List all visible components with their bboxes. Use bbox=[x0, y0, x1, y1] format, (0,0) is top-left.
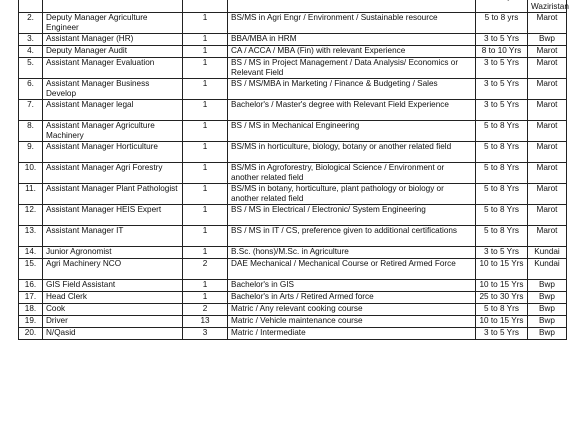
experience-cell: 3 to 5 Yrs bbox=[476, 100, 528, 121]
post-count-cell: 1 bbox=[183, 34, 228, 46]
table-row bbox=[19, 247, 567, 259]
location-cell: Bwp bbox=[528, 292, 567, 304]
post-name-cell: Assistant Manager Agriculture Machinery bbox=[43, 121, 183, 142]
post-count-cell: 1 bbox=[183, 46, 228, 58]
location-cell: Bwp bbox=[528, 304, 567, 316]
qualification-cell: BS / MS in Mechanical Engineering bbox=[228, 121, 476, 142]
experience-cell: 5 to 8 Yrs bbox=[476, 226, 528, 247]
post-name-cell: Assistant Manager Horticulture bbox=[43, 142, 183, 163]
qualification-cell: Matric / Vehicle maintenance course bbox=[228, 316, 476, 328]
qualification-cell: BS/MS in Agroforestry, Biological Science / Environment or another related field bbox=[228, 163, 476, 184]
location-cell: Bwp bbox=[528, 34, 567, 46]
location-cell: Marot bbox=[528, 46, 567, 58]
experience-cell: 3 to 5 Yrs bbox=[476, 328, 528, 340]
qualification-cell: CA / ACCA / MBA (Fin) with relevant Experience bbox=[228, 46, 476, 58]
serial-number-cell: 10. bbox=[19, 163, 43, 184]
experience-cell: 8 to 10 Yrs bbox=[476, 46, 528, 58]
qualification-cell: Bachelor's in Arts / Retired Armed force bbox=[228, 292, 476, 304]
post-name-cell: Assistant Manager IT bbox=[43, 226, 183, 247]
location-cell: Marot bbox=[528, 13, 567, 34]
location-cell: Marot bbox=[528, 163, 567, 184]
post-name-cell: GIS Field Assistant bbox=[43, 280, 183, 292]
table-row bbox=[19, 0, 567, 13]
qualification-cell: BS / MS/MBA in Marketing / Finance & Budgeting / Sales bbox=[228, 79, 476, 100]
post-name-cell: Deputy Manager Agriculture Engineer bbox=[43, 13, 183, 34]
serial-number-cell: 3. bbox=[19, 34, 43, 46]
qualification-cell: B.Sc. (hons)/M.Sc. in Agriculture bbox=[228, 247, 476, 259]
post-name-cell: Agri Machinery NCO bbox=[43, 259, 183, 280]
serial-number-cell: 9. bbox=[19, 142, 43, 163]
location-cell: Marot bbox=[528, 58, 567, 79]
post-name-cell: Assistant Manager Plant Pathologist bbox=[43, 184, 183, 205]
experience-cell: 3 to 5 Yrs bbox=[476, 58, 528, 79]
location-cell: Kundai bbox=[528, 259, 567, 280]
table-row bbox=[19, 79, 567, 100]
post-name-cell bbox=[43, 0, 183, 13]
post-name-cell: Assistant Manager Agri Forestry bbox=[43, 163, 183, 184]
qualification-cell: Matric / Intermediate bbox=[228, 328, 476, 340]
post-name-cell: Junior Agronomist bbox=[43, 247, 183, 259]
serial-number-cell: 8. bbox=[19, 121, 43, 142]
table-row bbox=[19, 226, 567, 247]
jobs-table bbox=[18, 0, 567, 340]
experience-cell: 5 to 8 Yrs bbox=[476, 163, 528, 184]
serial-number-cell: 16. bbox=[19, 280, 43, 292]
post-name-cell: Assistant Manager Evaluation bbox=[43, 58, 183, 79]
post-count-cell: 3 bbox=[183, 328, 228, 340]
jobs-table-body bbox=[19, 0, 567, 340]
experience-cell: 10 to 15 Yrs bbox=[476, 316, 528, 328]
jobs-table-container bbox=[18, 0, 569, 340]
serial-number-cell: 12. bbox=[19, 205, 43, 226]
post-name-cell: Head Clerk bbox=[43, 292, 183, 304]
qualification-cell: BS / MS in Electrical / Electronic/ System Engineering bbox=[228, 205, 476, 226]
location-cell: Marot bbox=[528, 79, 567, 100]
serial-number-cell: 14. bbox=[19, 247, 43, 259]
experience-cell: 5 to 8 Yrs bbox=[476, 121, 528, 142]
table-row bbox=[19, 328, 567, 340]
post-name-cell: Deputy Manager Audit bbox=[43, 46, 183, 58]
qualification-cell: Bachelor's in GIS bbox=[228, 280, 476, 292]
table-row bbox=[19, 292, 567, 304]
experience-cell: 5 to 8 Yrs bbox=[476, 184, 528, 205]
qualification-cell: BBA/MBA in HRM bbox=[228, 34, 476, 46]
post-name-cell: Assistant Manager Business Develop bbox=[43, 79, 183, 100]
qualification-cell: BS/MS in horticulture, biology, botany or another related field bbox=[228, 142, 476, 163]
post-count-cell: 1 bbox=[183, 79, 228, 100]
serial-number-cell: 6. bbox=[19, 79, 43, 100]
serial-number-cell: 19. bbox=[19, 316, 43, 328]
experience-cell: 10 to 15 Yrs bbox=[476, 280, 528, 292]
post-name-cell: Assistant Manager HEIS Expert bbox=[43, 205, 183, 226]
post-count-cell: 1 bbox=[183, 205, 228, 226]
post-name-cell: Assistant Manager (HR) bbox=[43, 34, 183, 46]
serial-number-cell: 13. bbox=[19, 226, 43, 247]
experience-cell bbox=[476, 0, 528, 13]
location-cell: Marot bbox=[528, 100, 567, 121]
qualification-cell: BS/MS in Agri Engr / Environment / Sustainable resource bbox=[228, 13, 476, 34]
location-cell: Waziristan bbox=[528, 0, 567, 13]
serial-number-cell: 17. bbox=[19, 292, 43, 304]
table-row bbox=[19, 46, 567, 58]
table-row bbox=[19, 205, 567, 226]
table-row bbox=[19, 121, 567, 142]
serial-number-cell: 11. bbox=[19, 184, 43, 205]
serial-number-cell: 2. bbox=[19, 13, 43, 34]
post-name-cell: Driver bbox=[43, 316, 183, 328]
location-cell: Marot bbox=[528, 205, 567, 226]
table-row bbox=[19, 304, 567, 316]
post-count-cell: 1 bbox=[183, 58, 228, 79]
post-count-cell: 1 bbox=[183, 13, 228, 34]
post-count-cell: 1 bbox=[183, 184, 228, 205]
post-count-cell: 1 bbox=[183, 247, 228, 259]
post-count-cell: 2 bbox=[183, 304, 228, 316]
location-cell: Marot bbox=[528, 121, 567, 142]
table-row bbox=[19, 13, 567, 34]
post-count-cell: 1 bbox=[183, 142, 228, 163]
qualification-cell: BS/MS in botany, horticulture, plant pathology or biology or another related field bbox=[228, 184, 476, 205]
table-row bbox=[19, 58, 567, 79]
location-cell: Marot bbox=[528, 184, 567, 205]
table-row bbox=[19, 259, 567, 280]
table-row bbox=[19, 142, 567, 163]
experience-cell: 5 to 8 Yrs bbox=[476, 304, 528, 316]
qualification-cell: BS / MS in Project Management / Data Analysis/ Economics or Relevant Field bbox=[228, 58, 476, 79]
post-count-cell: 2 bbox=[183, 259, 228, 280]
experience-cell: 5 to 8 yrs bbox=[476, 13, 528, 34]
post-count-cell bbox=[183, 0, 228, 13]
experience-cell: 25 to 30 Yrs bbox=[476, 292, 528, 304]
experience-cell: 3 to 5 Yrs bbox=[476, 79, 528, 100]
serial-number-cell: 5. bbox=[19, 58, 43, 79]
serial-number-cell bbox=[19, 0, 43, 13]
location-cell: Marot bbox=[528, 142, 567, 163]
table-row bbox=[19, 100, 567, 121]
serial-number-cell: 15. bbox=[19, 259, 43, 280]
serial-number-cell: 4. bbox=[19, 46, 43, 58]
table-row bbox=[19, 280, 567, 292]
post-name-cell: Cook bbox=[43, 304, 183, 316]
location-cell: Bwp bbox=[528, 316, 567, 328]
qualification-cell: DAE Mechanical / Mechanical Course or Retired Armed Force bbox=[228, 259, 476, 280]
qualification-cell: BS / MS in IT / CS, preference given to additional certifications bbox=[228, 226, 476, 247]
post-count-cell: 1 bbox=[183, 292, 228, 304]
table-row bbox=[19, 316, 567, 328]
serial-number-cell: 18. bbox=[19, 304, 43, 316]
experience-cell: 5 to 8 Yrs bbox=[476, 205, 528, 226]
serial-number-cell: 20. bbox=[19, 328, 43, 340]
qualification-cell: Bachelor's / Master's degree with Relevant Field Experience bbox=[228, 100, 476, 121]
post-count-cell: 1 bbox=[183, 121, 228, 142]
post-count-cell: 1 bbox=[183, 226, 228, 247]
experience-cell: 10 to 15 Yrs bbox=[476, 259, 528, 280]
location-cell: Marot bbox=[528, 226, 567, 247]
table-row bbox=[19, 184, 567, 205]
post-count-cell: 13 bbox=[183, 316, 228, 328]
experience-cell: 3 to 5 Yrs bbox=[476, 34, 528, 46]
post-count-cell: 1 bbox=[183, 163, 228, 184]
qualification-cell bbox=[228, 0, 476, 13]
post-name-cell: N/Qasid bbox=[43, 328, 183, 340]
post-count-cell: 1 bbox=[183, 100, 228, 121]
post-count-cell: 1 bbox=[183, 280, 228, 292]
table-row bbox=[19, 163, 567, 184]
serial-number-cell: 7. bbox=[19, 100, 43, 121]
post-name-cell: Assistant Manager legal bbox=[43, 100, 183, 121]
table-row bbox=[19, 34, 567, 46]
location-cell: Bwp bbox=[528, 280, 567, 292]
qualification-cell: Matric / Any relevant cooking course bbox=[228, 304, 476, 316]
experience-cell: 5 to 8 Yrs bbox=[476, 142, 528, 163]
location-cell: Bwp bbox=[528, 328, 567, 340]
location-cell: Kundai bbox=[528, 247, 567, 259]
experience-cell: 3 to 5 Yrs bbox=[476, 247, 528, 259]
